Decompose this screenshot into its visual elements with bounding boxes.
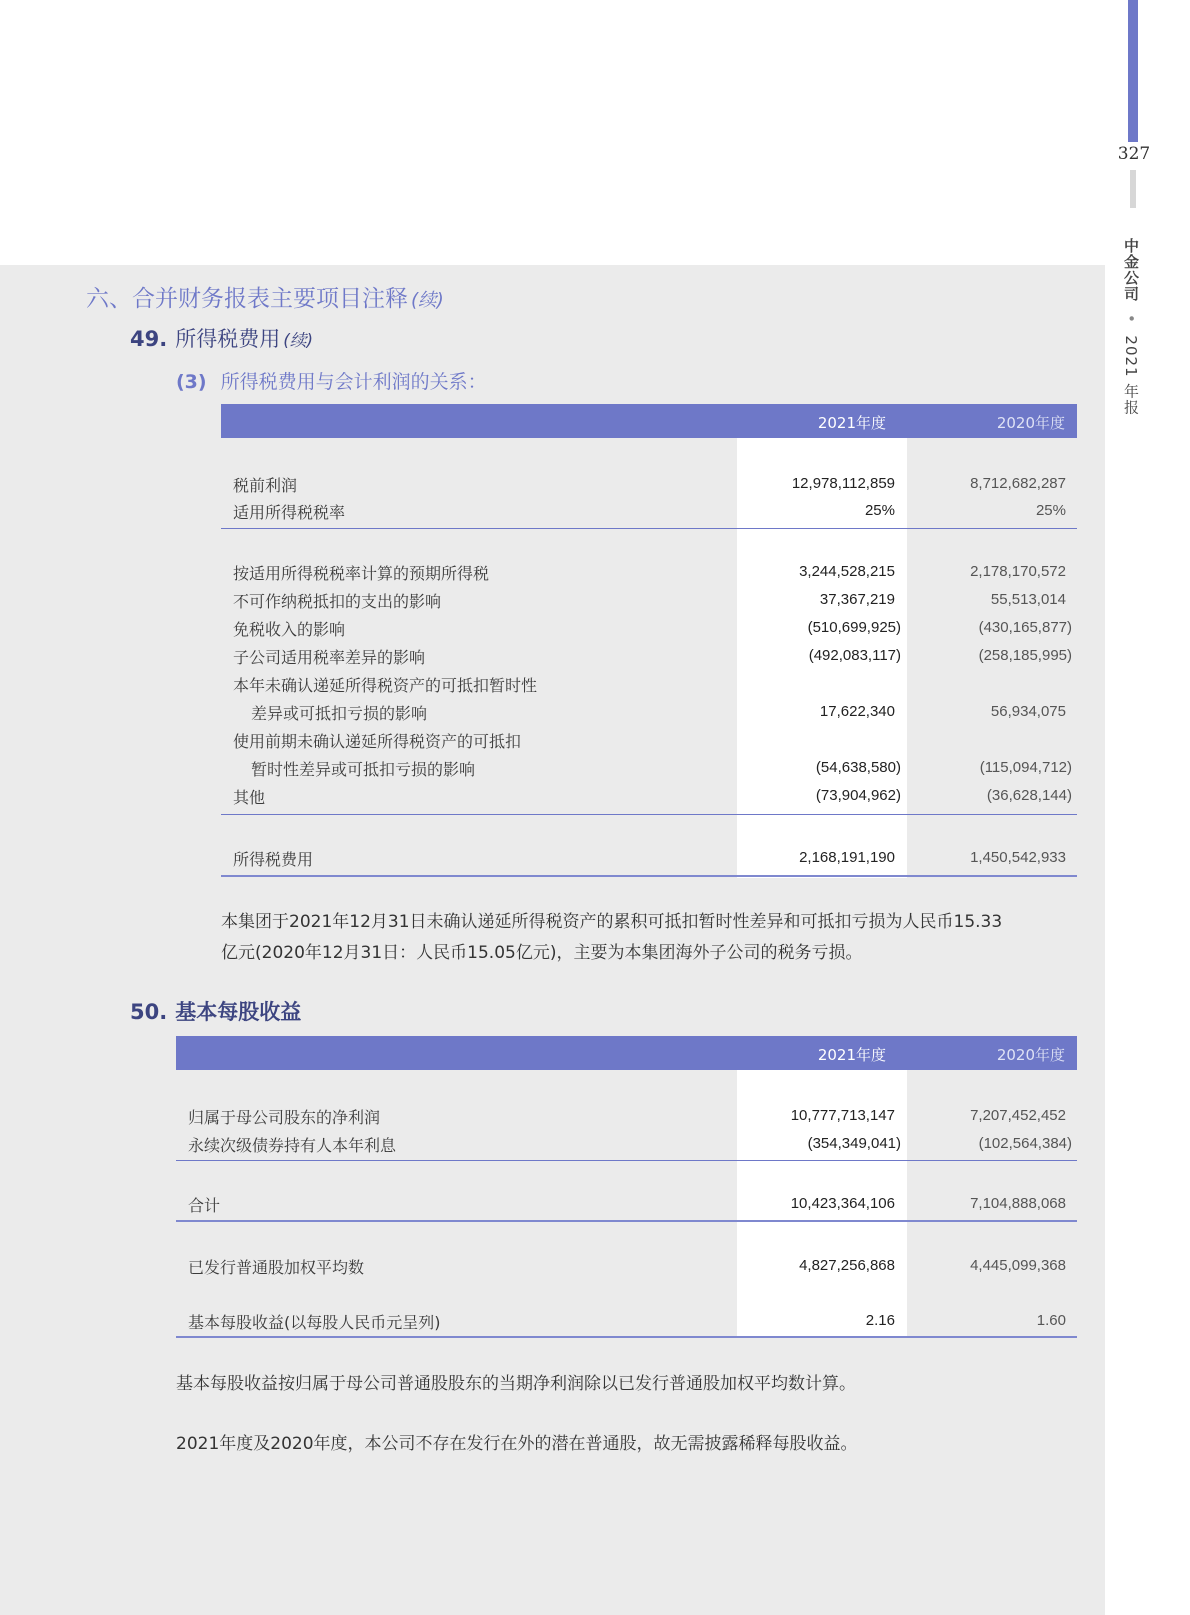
note50-title: 基本每股收益 [175, 1000, 302, 1024]
note49-heading [130, 323, 313, 353]
row-label: 适用所得税税率 [233, 503, 346, 522]
eps-table [176, 1036, 1077, 1339]
row-label: 税前利润 [233, 476, 298, 495]
side-accent-bar [1128, 0, 1138, 142]
side-running-title [1120, 238, 1142, 415]
side-company: 中金公司 [1122, 238, 1140, 302]
page-number: 327 [1117, 144, 1151, 164]
row-label: 本年未确认递延所得税资产的可抵扣暂时性 [233, 676, 538, 695]
note50-paragraph-2: 2021年度及2020年度，本公司不存在发行在外的潜在普通股，故无需披露稀释每股收益。 [176, 1434, 858, 1454]
divider-total [221, 875, 1077, 877]
header-2021: 2021年度 [817, 414, 886, 432]
table-header [221, 404, 1077, 438]
row-label: 合计 [188, 1196, 221, 1215]
side-separator: • [1122, 313, 1140, 324]
value-2020: 8,712,682,287 [970, 475, 1066, 492]
note49-subheading [176, 367, 487, 394]
value-2021: (510,699,925) [807, 619, 901, 636]
row-label: 已发行普通股加权平均数 [188, 1258, 365, 1277]
header-2020: 2020年度 [996, 414, 1065, 432]
value-2020: 7,207,452,452 [970, 1107, 1066, 1124]
row-label: 所得税费用 [233, 850, 314, 869]
value-2020: (430,165,877) [978, 619, 1072, 636]
row-label: 其他 [233, 788, 266, 807]
value-2021: 4,827,256,868 [799, 1257, 895, 1274]
value-2020: 7,104,888,068 [970, 1195, 1066, 1212]
value-2021: 10,777,713,147 [790, 1107, 895, 1124]
divider [221, 814, 1077, 815]
divider-total [176, 1220, 1077, 1222]
value-2021: 2.16 [865, 1312, 895, 1329]
tax-reconciliation-table [221, 404, 1077, 879]
note49-title: 所得税费用 [175, 327, 281, 351]
value-2020: 4,445,099,368 [970, 1257, 1066, 1274]
section-heading [86, 280, 444, 313]
divider [221, 528, 1077, 529]
header-2020: 2020年度 [996, 1046, 1065, 1064]
value-2020: (102,564,384) [978, 1135, 1072, 1152]
value-2021: (73,904,962) [815, 787, 901, 804]
value-2021: 3,244,528,215 [799, 563, 895, 580]
note49-number: 49. [130, 327, 168, 351]
row-label: 归属于母公司股东的净利润 [188, 1108, 381, 1127]
note49-paragraph-line1: 本集团于2021年12月31日未确认递延所得税资产的累积可抵扣暂时性差异和可抵扣亏损为人民币15.33 [221, 912, 1003, 932]
value-2020: (36,628,144) [986, 787, 1072, 804]
side-report: 2021 年报 [1122, 335, 1140, 416]
section-cont: (续) [411, 290, 444, 311]
row-label: 永续次级债券持有人本年利息 [188, 1136, 397, 1155]
row-label-continued: 暂时性差异或可抵扣亏损的影响 [251, 760, 476, 779]
header-2021: 2021年度 [817, 1046, 886, 1064]
value-2020: 1,450,542,933 [970, 849, 1066, 866]
value-2020: 25% [1035, 502, 1066, 519]
row-label-continued: 差异或可抵扣亏损的影响 [251, 704, 428, 723]
value-2021: 25% [864, 502, 895, 519]
value-2020: 1.60 [1036, 1312, 1066, 1329]
value-2021: 10,423,364,106 [790, 1195, 895, 1212]
note50-number: 50. [130, 1000, 168, 1024]
row-label: 按适用所得税税率计算的预期所得税 [233, 564, 490, 583]
side-grey-bar [1130, 170, 1136, 208]
section-title: 六、合并财务报表主要项目注释 [86, 286, 408, 312]
table-header [176, 1036, 1077, 1070]
note49-paragraph-line2: 亿元(2020年12月31日：人民币15.05亿元)，主要为本集团海外子公司的税务亏损。 [221, 943, 863, 963]
row-label: 免税收入的影响 [233, 620, 346, 639]
value-2021: (354,349,041) [807, 1135, 901, 1152]
note49-sub-title: 所得税费用与会计利润的关系： [220, 371, 487, 393]
value-2021: (54,638,580) [815, 759, 901, 776]
note49-sub-number: (3) [176, 371, 207, 393]
row-label: 子公司适用税率差异的影响 [233, 648, 426, 667]
divider-total [176, 1336, 1077, 1338]
value-2020: 56,934,075 [990, 703, 1066, 720]
value-2021: 17,622,340 [819, 703, 895, 720]
value-2021: 12,978,112,859 [791, 475, 895, 492]
row-label: 基本每股收益(以每股人民币元呈列) [188, 1313, 441, 1332]
value-2020: 2,178,170,572 [970, 563, 1066, 580]
value-2021: 37,367,219 [819, 591, 895, 608]
note50-paragraph-1: 基本每股收益按归属于母公司普通股股东的当期净利润除以已发行普通股加权平均数计算。 [176, 1374, 856, 1394]
row-label: 不可作纳税抵扣的支出的影响 [233, 592, 442, 611]
row-label: 使用前期未确认递延所得税资产的可抵扣 [233, 732, 522, 751]
value-2020: (115,094,712) [979, 759, 1072, 776]
value-2021: 2,168,191,190 [799, 849, 895, 866]
note49-cont: (续) [283, 330, 314, 350]
value-2021: (492,083,117) [808, 647, 901, 664]
divider [176, 1160, 1077, 1161]
value-2020: (258,185,995) [978, 647, 1072, 664]
note50-heading [130, 996, 301, 1026]
note49-paragraph [221, 907, 1091, 969]
value-2020: 55,513,014 [990, 591, 1066, 608]
